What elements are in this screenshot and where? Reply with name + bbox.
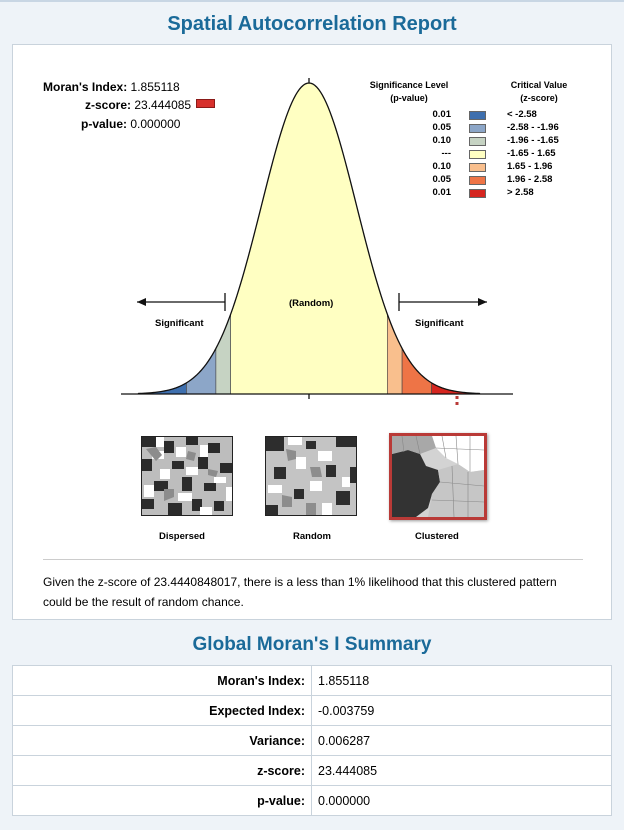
summary-row: [13, 726, 612, 756]
summary-row: [13, 756, 612, 786]
random-region-label: (Random): [289, 298, 334, 309]
clustered-pattern-map: [389, 433, 487, 520]
morans-index-value: 1.855118: [130, 80, 180, 94]
summary-label: p-value:: [13, 786, 312, 816]
summary-value: 1.855118: [312, 666, 612, 696]
legend-z-range: < -2.58: [507, 109, 537, 120]
summary-label: z-score:: [13, 756, 312, 786]
legend-significance-text: Significance Level (p-value): [369, 80, 449, 103]
summary-value: 0.000000: [312, 786, 612, 816]
summary-row: [13, 786, 612, 816]
dispersed-pattern-map: [141, 436, 233, 516]
report-title: Spatial Autocorrelation Report: [167, 13, 457, 35]
left-arrow-head: [137, 298, 146, 306]
curve-region: [387, 314, 402, 394]
significant-right-label: Significant: [415, 318, 464, 329]
legend-p-value: 0.01: [432, 109, 451, 120]
curve-region: [432, 383, 480, 394]
legend-p-value: 0.01: [432, 187, 451, 198]
summary-value: -0.003759: [312, 696, 612, 726]
summary-row: [13, 666, 612, 696]
normal-distribution-chart: [13, 45, 613, 405]
summary-value: 0.006287: [312, 726, 612, 756]
summary-value: 23.444085: [312, 756, 612, 786]
z-score-value: 23.444085: [134, 98, 192, 112]
random-map-graphic: [266, 437, 357, 516]
clustered-caption: Clustered: [415, 531, 459, 542]
curve-region: [138, 383, 186, 394]
legend-z-range: > 2.58: [507, 187, 534, 198]
legend-z-range: -1.96 - -1.65: [507, 135, 559, 146]
curve-fills: [138, 83, 480, 394]
summary-label: Moran's Index:: [13, 666, 312, 696]
legend-p-value: ---: [441, 148, 451, 159]
legend-p-value: 0.10: [432, 161, 451, 172]
curve-region: [216, 314, 231, 394]
legend-p-value: 0.05: [432, 174, 451, 185]
legend-z-range: 1.96 - 2.58: [507, 174, 553, 185]
panel-divider: [43, 559, 583, 560]
legend-z-range: -1.65 - 1.65: [507, 148, 556, 159]
summary-label: Expected Index:: [13, 696, 312, 726]
legend-critical-text: Critical Value (z-score): [510, 80, 568, 103]
report-panel: [12, 44, 612, 620]
random-pattern-map: [265, 436, 357, 516]
dispersed-caption: Dispersed: [159, 531, 205, 542]
legend-p-value: 0.10: [432, 135, 451, 146]
clustered-map-graphic: [392, 436, 484, 517]
summary-table: [12, 665, 612, 816]
dispersed-map-graphic: [142, 437, 233, 516]
right-arrow-head: [478, 298, 487, 306]
legend-z-range: 1.65 - 1.96: [507, 161, 553, 172]
conclusion-text: Given the z-score of 23.4440848017, there is a less than 1% likelihood that this clustered pattern could be the result of random chance.: [43, 575, 557, 609]
summary-title: Global Moran's I Summary: [192, 634, 432, 655]
z-score-label: z-score:: [85, 98, 132, 112]
summary-row: [13, 696, 612, 726]
summary-label: Variance:: [13, 726, 312, 756]
top-rule: [0, 0, 624, 2]
legend-p-value: 0.05: [432, 122, 451, 133]
morans-index-label: Moran's Index:: [43, 80, 128, 94]
p-value-label: p-value:: [81, 117, 128, 131]
curve-region: [231, 83, 388, 394]
random-caption: Random: [293, 531, 331, 542]
significant-left-label: Significant: [155, 318, 204, 329]
p-value-value: 0.000000: [130, 117, 181, 131]
legend-z-range: -2.58 - -1.96: [507, 122, 559, 133]
